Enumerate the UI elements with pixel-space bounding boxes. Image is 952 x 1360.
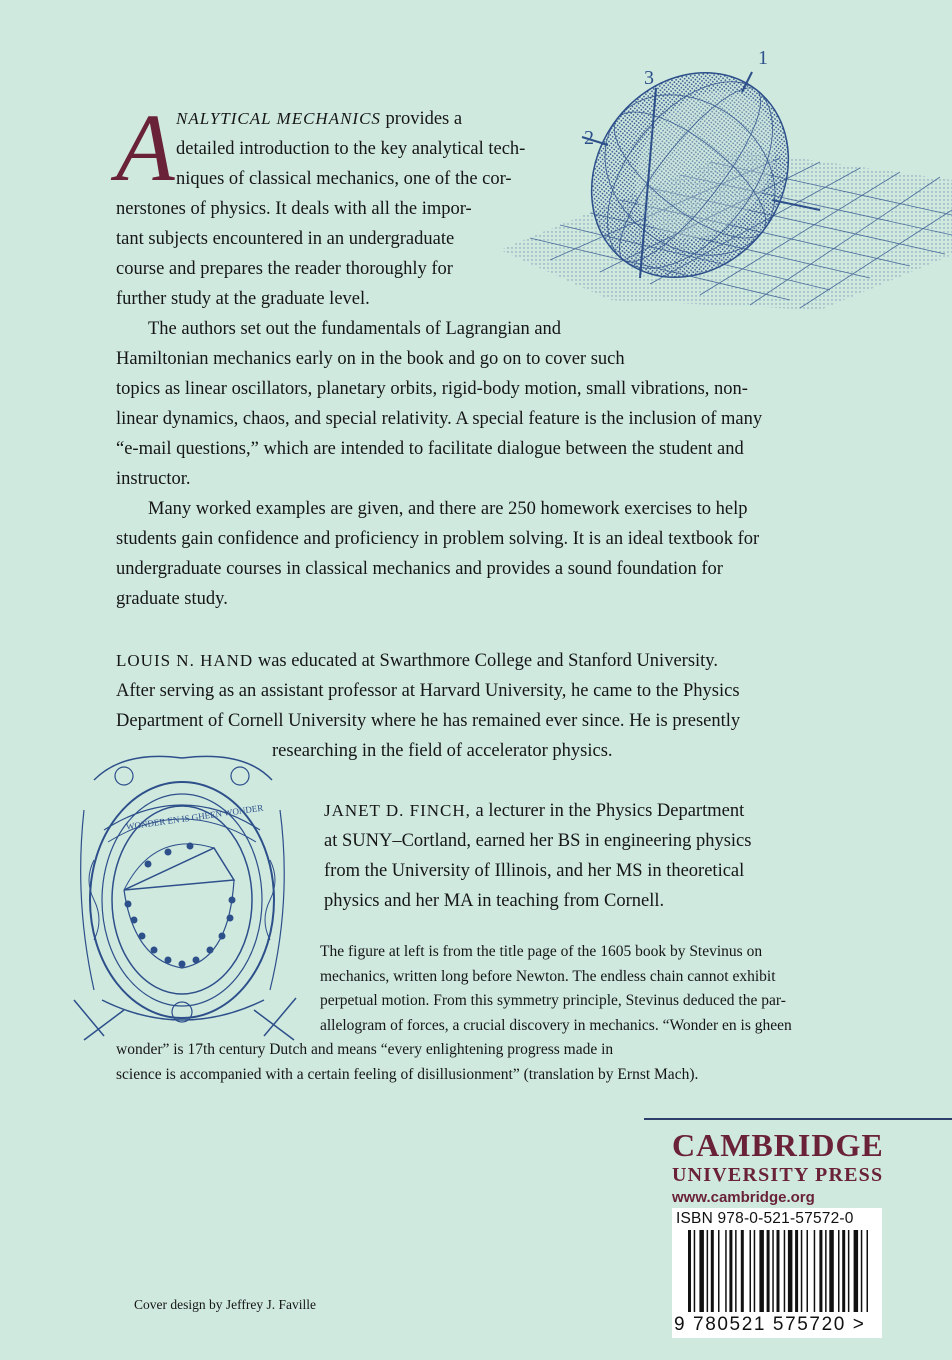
barcode-digits: 9 780521 575720 >: [674, 1314, 866, 1335]
publisher-block: [672, 1128, 884, 1208]
text-line: Many worked examples are given, and there are 250 homework exercises to help: [148, 499, 748, 519]
intro-line: NALYTICAL MECHANICS provides a: [176, 109, 463, 129]
emblem-banner-text: WONDER EN IS GHEEN WONDER: [125, 802, 264, 832]
text-line: Department of Cornell University where he has remained ever since. He is presently: [116, 711, 741, 731]
text-line: at SUNY–Cortland, earned her BS in engineering physics: [324, 831, 752, 851]
intro-line: tant subjects encountered in an undergraduate: [116, 229, 455, 249]
barcode-bars: [688, 1230, 872, 1312]
caption-line: science is accompanied with a certain feeling of disillusionment” (translation by Ernst Mach).: [116, 1065, 699, 1083]
text-line: “e-mail questions,” which are intended to facilitate dialogue between the student and: [116, 439, 744, 459]
text-line: Hamiltonian mechanics early on in the book and go on to cover such: [116, 349, 625, 369]
intro-line: course and prepares the reader thoroughly for: [116, 259, 453, 279]
isbn-label: ISBN 978-0-521-57572-0: [676, 1210, 854, 1227]
text-line: researching in the field of accelerator physics.: [272, 741, 613, 761]
paragraph-authors-overview: [116, 314, 796, 494]
publisher-name: CAMBRIDGE: [672, 1127, 884, 1163]
author-name: LOUIS N. HAND: [116, 651, 254, 670]
axis-label-2: 2: [584, 127, 594, 149]
figure-caption: [116, 940, 792, 1087]
text-line: topics as linear oscillators, planetary orbits, rigid-body motion, small vibrations, non-: [116, 379, 748, 399]
publisher-url[interactable]: www.cambridge.org: [672, 1189, 815, 1206]
publisher-press: UNIVERSITY PRESS: [672, 1164, 884, 1186]
caption-line: allelogram of forces, a crucial discovery in mechanics. “Wonder en is gheen: [320, 1016, 792, 1034]
intro-line: further study at the graduate level.: [116, 289, 370, 309]
caption-line: wonder” is 17th century Dutch and means “every enlightening progress made in: [116, 1041, 614, 1058]
text-line: linear dynamics, chaos, and special relativity. A special feature is the inclusion of many: [116, 409, 763, 429]
axis-label-1: 1: [758, 50, 768, 69]
cover-design-credit: Cover design by Jeffrey J. Faville: [134, 1297, 316, 1312]
text-line: students gain confidence and proficiency in problem solving. It is an ideal textbook for: [116, 529, 760, 549]
text-line: graduate study.: [116, 589, 228, 609]
text-line: JANET D. FINCH, a lecturer in the Physics Department: [324, 801, 745, 821]
text-line: After serving as an assistant professor at Harvard University, he came to the Physics: [116, 681, 740, 701]
text-line: undergraduate courses in classical mechanics and provides a sound foundation for: [116, 559, 723, 579]
text-line: physics and her MA in teaching from Cornell.: [324, 891, 665, 911]
intro-paragraph: [116, 94, 586, 314]
caption-line: mechanics, written long before Newton. The endless chain cannot exhibit: [320, 967, 776, 985]
text-line: from the University of Illinois, and her MS in theoretical: [324, 861, 745, 881]
isbn-barcode: [672, 1208, 882, 1338]
intro-line: detailed introduction to the key analytical tech-: [176, 139, 526, 159]
author-name: JANET D. FINCH,: [324, 801, 471, 820]
text-line: LOUIS N. HAND was educated at Swarthmore College and Stanford University.: [116, 651, 718, 671]
axis-label-3: 3: [644, 67, 654, 89]
caption-line: perpetual motion. From this symmetry principle, Stevinus deduced the par-: [320, 992, 786, 1009]
intro-line: nerstones of physics. It deals with all the impor-: [116, 199, 472, 219]
author-bio-finch: [324, 796, 751, 916]
intro-line: niques of classical mechanics, one of the cor-: [176, 169, 512, 189]
text-line: instructor.: [116, 469, 191, 489]
drop-cap: A: [116, 94, 175, 201]
paragraph-examples: [116, 494, 796, 614]
publisher-rule: [644, 1118, 952, 1120]
book-title: NALYTICAL MECHANICS: [176, 109, 381, 128]
text-line: The authors set out the fundamentals of Lagrangian and: [148, 319, 562, 339]
caption-line: The figure at left is from the title page of the 1605 book by Stevinus on: [320, 943, 763, 960]
